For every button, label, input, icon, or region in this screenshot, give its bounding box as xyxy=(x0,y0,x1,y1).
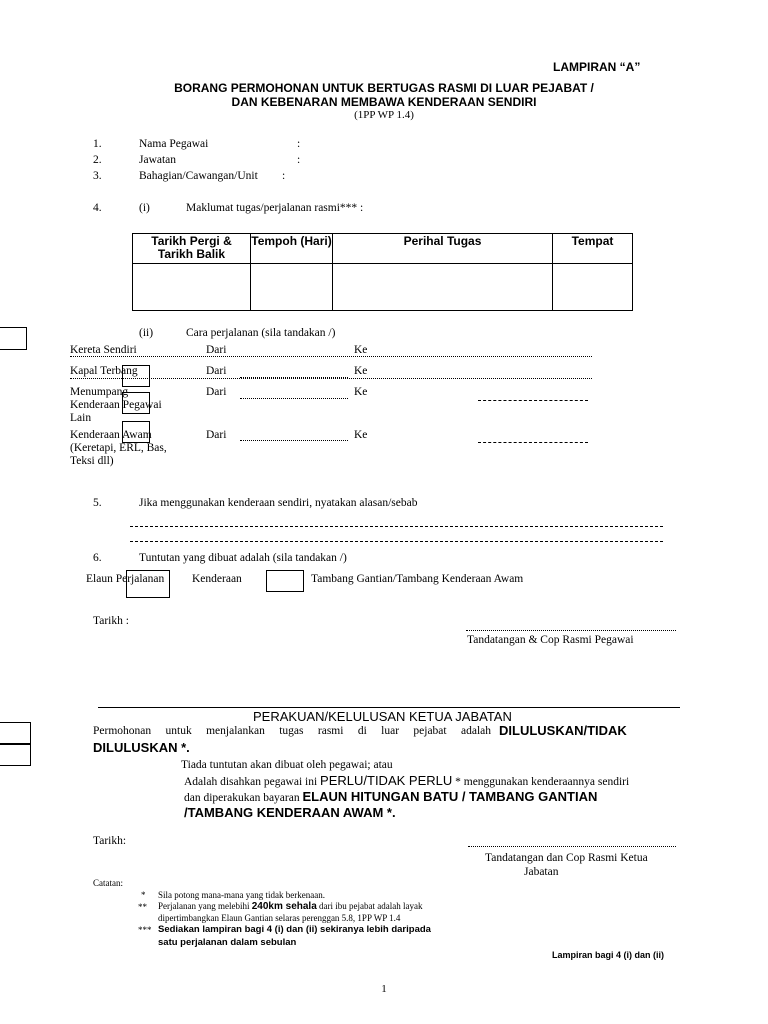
table-header-tempoh: Tempoh (Hari) xyxy=(251,234,333,264)
cara-perjalanan-label: Cara perjalanan (sila tandakan /) xyxy=(186,327,336,339)
section-number: 6. xyxy=(93,552,102,564)
tarikh-label: Tarikh : xyxy=(93,615,129,627)
task-details-table xyxy=(132,233,633,311)
diluluskan-text-2: DILULUSKAN *. xyxy=(93,740,190,755)
signature-line-2[interactable] xyxy=(468,846,676,847)
table-cell-tempat[interactable] xyxy=(553,264,633,311)
form-reference: (1PP WP 1.4) xyxy=(354,109,414,121)
dari-input-line[interactable] xyxy=(240,440,348,441)
signature-label-2: Tandatangan dan Cop Rasmi Ketua xyxy=(485,852,648,864)
dari-input-line[interactable] xyxy=(240,377,348,378)
ke-input-line[interactable] xyxy=(478,400,588,401)
option-tambang: Tambang Gantian/Tambang Kenderaan Awam xyxy=(311,573,524,585)
option-diperakukan: dan diperakukan bayaran ELAUN HITUNGAN BATU / TAMBANG GANTIAN xyxy=(184,789,598,804)
note-2: Perjalanan yang melebihi 240km sehala dari ibu pejabat adalah layak xyxy=(158,901,423,912)
table-cell-tempoh[interactable] xyxy=(251,264,333,311)
option-disahkan: Adalah disahkan pegawai ini PERLU/TIDAK PERLU * menggunakan kenderaannya sendiri xyxy=(184,773,630,788)
subsection-ii: (ii) xyxy=(139,327,154,339)
option-kenderaan: Kenderaan xyxy=(192,573,242,585)
margin-checkbox[interactable] xyxy=(0,327,27,350)
mode-kereta-sendiri-label: Kereta Sendiri xyxy=(70,344,137,356)
table-cell-tarikh[interactable] xyxy=(133,264,251,311)
section-number: 4. xyxy=(93,202,102,214)
note-3-line2: satu perjalanan dalam sebulan xyxy=(158,937,297,948)
checkbox-menumpang[interactable] xyxy=(122,392,150,414)
table-header-tarikh: Tarikh Pergi & Tarikh Balik xyxy=(133,234,251,264)
alasan-input-line-1[interactable] xyxy=(130,526,663,527)
lampiran-note: Lampiran bagi 4 (i) dan (ii) xyxy=(552,950,665,960)
dari-label: Dari xyxy=(206,429,227,441)
checkbox-kapal-terbang[interactable] xyxy=(122,365,150,387)
ke-label: Ke xyxy=(354,365,368,377)
checkbox-elaun-perjalanan[interactable] xyxy=(126,570,170,598)
diluluskan-text: DILULUSKAN/TIDAK xyxy=(499,723,627,738)
alasan-input-line-2[interactable] xyxy=(130,541,663,542)
margin-checkbox-lulus[interactable] xyxy=(0,722,31,745)
field-colon: : xyxy=(282,170,286,182)
note-1: Sila potong mana-mana yang tidak berkenaan. xyxy=(158,890,325,900)
tuntutan-label: Tuntutan yang dibuat adalah (sila tandakan /) xyxy=(139,552,347,564)
signature-label-2b: Jabatan xyxy=(524,866,559,878)
option-tambang-awam: /TAMBANG KENDERAAN AWAM *. xyxy=(184,805,396,820)
option-elaun-perjalanan: Elaun Perjalanan xyxy=(86,573,165,585)
alasan-label: Jika menggunakan kenderaan sendiri, nyatakan alasan/sebab xyxy=(139,497,418,509)
catatan-title: Catatan: xyxy=(93,878,123,888)
field-number: 3. xyxy=(93,170,102,182)
mode-kapal-terbang-label: Kapal Terbang xyxy=(70,365,138,377)
signature-label: Tandatangan & Cop Rasmi Pegawai xyxy=(467,634,634,646)
ke-label: Ke xyxy=(354,429,368,441)
table-header-perihal: Perihal Tugas xyxy=(333,234,553,264)
margin-checkbox-tiada[interactable] xyxy=(0,743,31,766)
page-number: 1 xyxy=(381,983,387,995)
note-mark: ** xyxy=(138,902,147,912)
field-number: 2. xyxy=(93,154,102,166)
section-divider xyxy=(98,707,680,708)
dari-label: Dari xyxy=(206,386,227,398)
field-colon: : xyxy=(297,138,301,150)
permohonan-text: Permohonan untuk menjalankan tugas rasmi di luar pejabat adalah xyxy=(93,725,491,737)
field-label-nama-pegawai: Nama Pegawai xyxy=(139,138,209,150)
ke-label: Ke xyxy=(354,386,368,398)
table-header-tempat: Tempat xyxy=(553,234,633,264)
field-colon: : xyxy=(297,154,301,166)
note-3: Sediakan lampiran bagi 4 (i) dan (ii) sekiranya lebih daripada xyxy=(158,924,431,935)
tarikh-label-2: Tarikh: xyxy=(93,835,127,847)
signature-line[interactable] xyxy=(466,630,676,631)
field-label-bahagian: Bahagian/Cawangan/Unit xyxy=(139,170,258,182)
note-mark: *** xyxy=(138,925,152,935)
table-row xyxy=(133,264,633,311)
form-title-line2: DAN KEBENARAN MEMBAWA KENDERAAN SENDIRI xyxy=(231,95,537,109)
ke-label: Ke xyxy=(354,344,368,356)
subsection-i: (i) xyxy=(139,202,150,214)
mode-menumpang-label: Menumpang Kenderaan Pegawai Lain xyxy=(70,386,162,424)
note-2-line2: dipertimbangkan Elaun Gantian selaras perenggan 5.8, 1PP WP 1.4 xyxy=(158,913,401,923)
dotted-line xyxy=(70,356,592,357)
field-number: 1. xyxy=(93,138,102,150)
checkbox-kenderaan-awam[interactable] xyxy=(122,421,150,443)
maklumat-tugas-label: Maklumat tugas/perjalanan rasmi*** : xyxy=(186,202,364,214)
field-label-jawatan: Jawatan xyxy=(139,154,177,166)
perakuan-title: PERAKUAN/KELULUSAN KETUA JABATAN xyxy=(253,709,512,724)
section-number: 5. xyxy=(93,497,102,509)
note-mark: * xyxy=(141,890,146,900)
dari-label: Dari xyxy=(206,365,227,377)
dari-input-line[interactable] xyxy=(240,398,348,399)
lampiran-label: LAMPIRAN “A” xyxy=(553,60,641,74)
mode-kenderaan-awam-label: Kenderaan Awam (Keretapi, ERL, Bas, Teksi dll) xyxy=(70,429,167,467)
table-cell-perihal[interactable] xyxy=(333,264,553,311)
checkbox-kenderaan[interactable] xyxy=(266,570,304,592)
ke-input-line[interactable] xyxy=(478,442,588,443)
option-tiada-tuntutan: Tiada tuntutan akan dibuat oleh pegawai; atau xyxy=(181,759,393,771)
dari-label: Dari xyxy=(206,344,227,356)
form-title-line1: BORANG PERMOHONAN UNTUK BERTUGAS RASMI DI LUAR PEJABAT / xyxy=(174,81,594,95)
